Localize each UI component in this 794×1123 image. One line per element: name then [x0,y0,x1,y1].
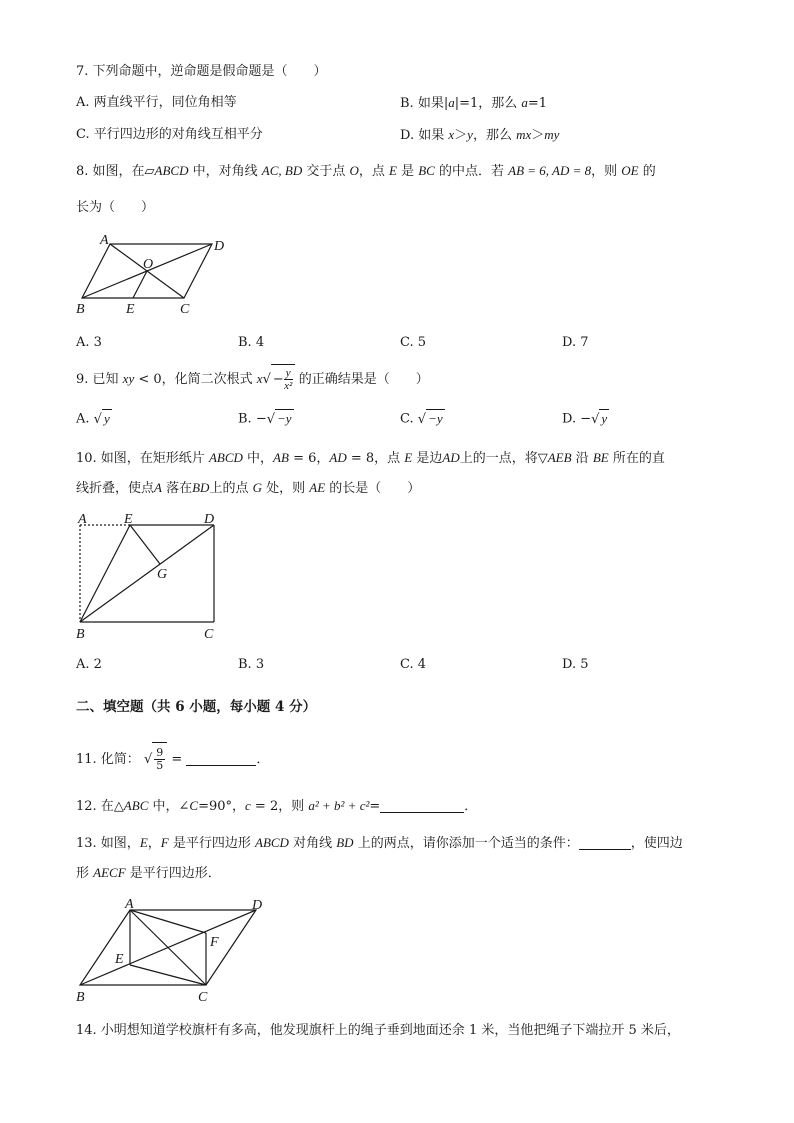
q13-stem: 13. 如图，E，F 是平行四边形 ABCD 对角线 BD 上的两点，请你添加一个适当的条件： ，使四边 [76,835,683,851]
q8-option-c: C. 5 [400,335,427,350]
q9-stem: 9. 已知 xy < 0，化简二次根式 x√ − $\frac{y}{\text{x²}}$ 的正确结果是（ ） [76,364,429,394]
q8-label-c: C [180,302,190,317]
q10-option-d: D. 5 [562,657,589,672]
q10-segment-eg [130,525,160,564]
q13-segment-ec [130,965,206,985]
q11-stem: 11. 化简： √ $\frac{9}{5}$ = ． [76,742,269,776]
q10-option-b: B. 3 [238,657,265,672]
q8-option-d: D. 7 [562,335,589,350]
q7-option-c: C. 平行四边形的对角线互相平分 [76,127,263,142]
q9-option-c: C. √ −y [400,411,443,427]
q11-radical: √ $\frac{9}{5}$ [144,742,167,777]
q7-option-a: A. 两直线平行，同位角相等 [76,95,237,110]
q13-label-e: E [115,952,124,967]
q12-stem: 12. 在△ABC 中，∠C=90°，c = 2，则 a² + b² + c²= ． [76,798,478,814]
q10-option-a: A. 2 [76,657,102,672]
q8-label-b: B [76,302,85,317]
q7-option-b: B. 如果|a|=1，那么 a=1 [400,95,548,111]
q10-stem-line2: 线折叠，使点A 落在BD上的点 G 处，则 AE 的长是（ ） [76,480,421,496]
q8-option-a: A. 3 [76,335,102,350]
q13-stem-line2: 形 AECF 是平行四边形． [76,865,221,881]
q13-answer-blank[interactable] [579,835,631,850]
q8-option-b: B. 4 [238,335,265,350]
q13-label-c: C [198,990,208,1005]
q8-stem: 8. 如图，在▱ABCD 中，对角线 AC, BD 交于点 O，点 E 是 BC 的中点．若 AB = 6, AD = 8，则 OE 的 [76,163,656,179]
q13-label-f: F [210,935,219,950]
q10-label-a: A [78,512,87,527]
q12-answer-blank[interactable] [380,798,464,813]
q8-stem-line2: 长为（ ） [76,200,155,215]
q10-fold-line-be [80,525,130,622]
q8-label-o: O [143,257,154,272]
q7-stem: 7. 下列命题中，逆命题是假命题是（ ） [76,64,327,79]
q10-label-c: C [204,627,214,642]
q9-radical: √ − $\frac{y}{\text{x²}}$ [263,364,295,395]
q13-parallelogram-diagram [72,893,272,1005]
q7-option-d: D. 如果 x＞y，那么 mx＞my [400,127,560,143]
q10-rectangle-diagram [72,508,232,644]
q10-option-c: C. 4 [400,657,427,672]
q8-label-a: A [100,233,109,248]
section-heading-fill-in: 二、填空题（共 6 小题，每小题 4 分） [76,699,317,715]
q13-label-d: D [252,898,263,913]
q9-option-b: B. −√ −y [238,411,292,427]
q9-option-d: D. −√ y [562,411,608,427]
q10-label-d: D [204,512,215,527]
q8-segment-oe [133,271,147,298]
q10-label-e: E [124,512,133,527]
q13-label-b: B [76,990,85,1005]
q10-diagonal-bd [80,525,214,622]
q10-label-b: B [76,627,85,642]
q8-label-d: D [214,239,225,254]
q8-parallelogram-diagram [72,230,232,320]
q13-label-a: A [125,897,134,912]
q11-answer-blank[interactable] [186,751,256,766]
q8-label-e: E [126,302,135,317]
q9-option-a: A. √ y [76,411,110,427]
q14-stem: 14. 小明想知道学校旗杆有多高，他发现旗杆上的绳子垂到地面还余 1 米，当他把绳子下端拉开 5 米后， [76,1023,680,1038]
q10-stem: 10. 如图，在矩形纸片 ABCD 中，AB = 6，AD = 8，点 E 是边AD上的一点，将▽AEB 沿 BE 所在的直 [76,450,665,466]
q10-label-g: G [157,567,168,582]
